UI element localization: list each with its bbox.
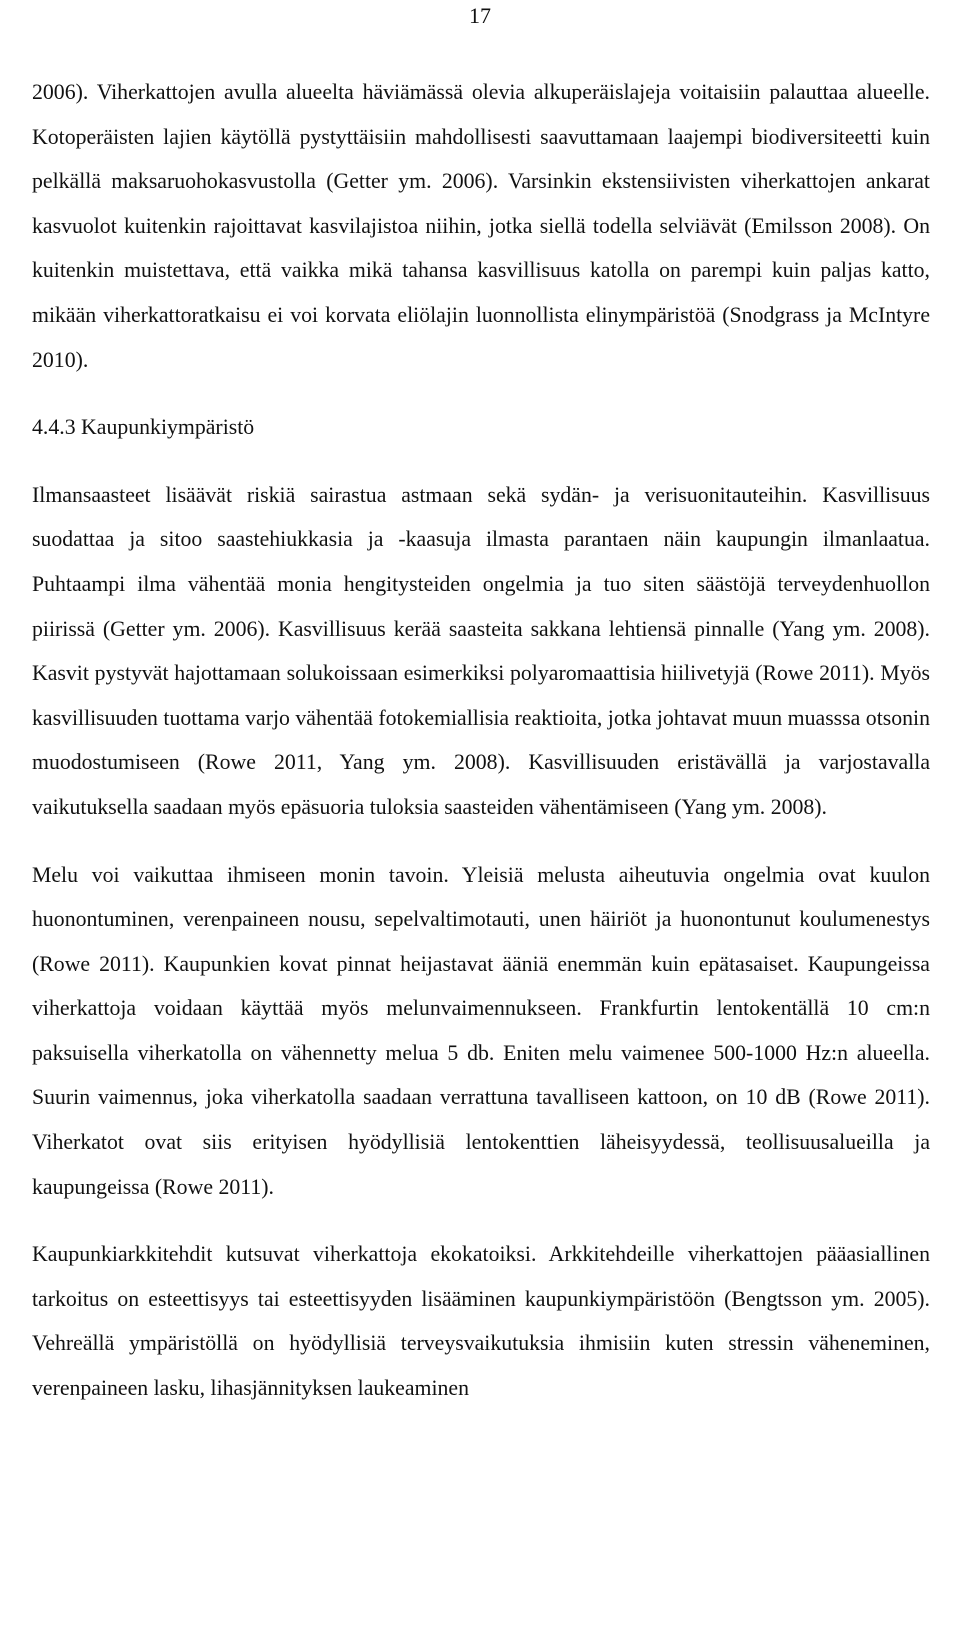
- section-heading: 4.4.3 Kaupunkiympäristö: [32, 415, 255, 440]
- paragraph-noise: Melu voi vaikuttaa ihmiseen monin tavoin. Yleisiä melusta aiheutuvia ongelmia ovat kuulon huonontuminen, verenpaineen nousu, sepelvaltimotauti, unen häiriöt ja huonontunut koulumenestys (Rowe 2011). Kaupunkien kovat pinnat heijastavat ääniä enemmän kuin epätasaiset. Kaupungeissa viherkattoja voidaan käyttää myös melunvaimennukseen. Frankfurtin lentokentällä 10 cm:n paksuisella viherkatolla on vähennetty melua 5 db. Eniten melu vaimenee 500-1000 Hz:n alueella. Suurin vaimennus, joka viherkatolla saadaan verrattuna tavalliseen kattoon, on 10 dB (Rowe 2011). Viherkatot ovat siis erityisen hyödyllisiä lentokenttien läheisyydessä, teollisuusalueilla ja kaupungeissa (Rowe 2011).: [32, 862, 930, 1199]
- paragraph-gap: [32, 830, 930, 853]
- paragraph-architecture: Kaupunkiarkkitehdit kutsuvat viherkattoja ekokatoiksi. Arkkitehdeille viherkattojen pääasiallinen tarkoitus on esteettisyys tai esteettisyyden lisääminen kaupunkiympäristöön (Bengtsson ym. 2005). Vehreällä ympäristöllä on hyödyllisiä terveysvaikutuksia ihmisiin kuten stressin väheneminen, verenpaineen lasku, lihasjännityksen laukeaminen: [32, 1242, 930, 1401]
- document-body: [32, 70, 930, 1411]
- paragraph-biodiversity: 2006). Viherkattojen avulla alueelta häviämässä olevia alkuperäislajeja voitaisiin palauttaa alueelle. Kotoperäisten lajien käytöllä pystyttäisiin mahdollisesti saavuttamaan laajempi biodiversiteetti kuin pelkällä maksaruohokasvustolla (Getter ym. 2006). Varsinkin ekstensiivisten viherkattojen ankarat kasvuolot kuitenkin rajoittavat kasvilajistoa niihin, jotka siellä todella selviävät (Emilsson 2008). On kuitenkin muistettava, että vaikka mikä tahansa kasvillisuus katolla on parempi kuin paljas katto, mikään viherkattoratkaisu ei voi korvata eliölajin luonnollista elinympäristöä (Snodgrass ja McIntyre 2010).: [32, 80, 930, 372]
- page-number: 17: [469, 3, 491, 28]
- paragraph-air-quality: Ilmansaasteet lisäävät riskiä sairastua astmaan sekä sydän- ja verisuonitauteihin. Kasvillisuus suodattaa ja sitoo saastehiukkasia ja -kaasuja ilmasta parantaen näin kaupungin ilmanlaatua. Puhtaampi ilma vähentää monia hengitysteiden ongelmia ja tuo siten säästöjä terveydenhuollon piirissä (Getter ym. 2006). Kasvillisuus kerää saasteita sakkana lehtiensä pinnalle (Yang ym. 2008). Kasvit pystyvät hajottamaan solukoissaan esimerkiksi polyaromaattisia hiilivetyjä (Rowe 2011). Myös kasvillisuuden tuottama varjo vähentää fotokemiallisia reaktioita, jotka johtavat muun muasssa otsonin muodostumiseen (Rowe 2011, Yang ym. 2008). Kasvillisuuden eristävällä ja varjostavalla vaikutuksella saadaan myös epäsuoria tuloksia saasteiden vähentämiseen (Yang ym. 2008).: [32, 482, 930, 819]
- paragraph-gap: [32, 382, 930, 405]
- paragraph-gap: [32, 450, 930, 473]
- paragraph-gap: [32, 1209, 930, 1232]
